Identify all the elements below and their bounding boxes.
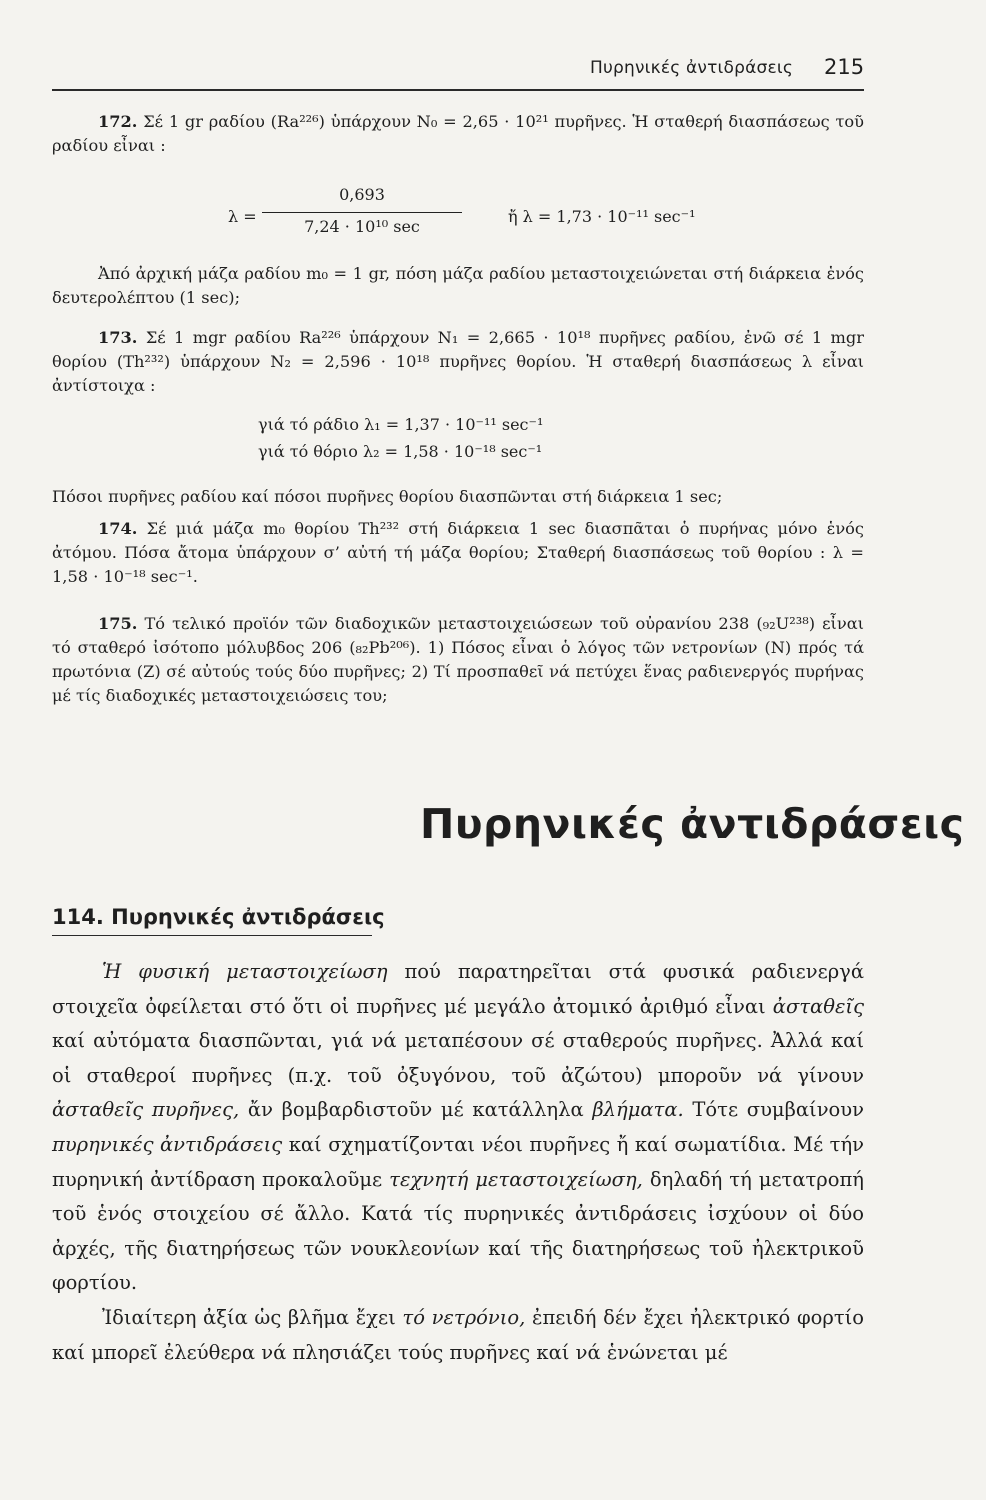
subsection-heading	[52, 905, 385, 929]
problem-175	[52, 612, 864, 708]
equation-denominator: 7,24 · 10¹⁰ sec	[304, 217, 420, 236]
problem-172	[52, 110, 864, 158]
problem-text: Σέ 1 gr ραδίου (Ra²²⁶) ὑπάρχουν N₀ = 2,65 · 10²¹ πυρῆνες. Ἡ σταθερή διασπάσεως τοῦ ραδίου εἶναι :	[52, 112, 864, 155]
text-run: δηλαδή τή μετατροπή τοῦ ἑνός στοιχείου σέ ἄλλο. Κατά τίς πυρηνικές ἀντιδράσεις ἰσχύουν οἱ δύο ἀρχές, τῆς διατηρήσεως τῶν νουκλεονίων καί τῆς διατηρήσεως τοῦ ἠλεκτρικοῦ φορτίου.	[52, 1167, 864, 1295]
text-run: Ἰδιαίτερη ἀξία ὡς βλῆμα ἔχει	[102, 1305, 403, 1329]
page-number: 215	[824, 55, 865, 79]
problem-173	[52, 326, 864, 398]
problem-number: 175.	[98, 614, 138, 633]
italic-term: τό νετρόνιο,	[402, 1305, 526, 1329]
problem-text: Τό τελικό προϊόν τῶν διαδοχικῶν μεταστοιχειώσεων τοῦ οὐρανίου 238 (₉₂U²³⁸) εἶναι τό σταθερό ἰσότοπο μόλυβδος 206 (₈₂Pb²⁰⁶). 1) Πόσος εἶναι ὁ λόγος τῶν νετρονίων (N) πρός τά πρωτόνια (Z) σέ αὐτούς τούς δύο πυρῆνες; 2) Τί προσπαθεῖ νά πετύχει ἕνας ραδιενεργός πυρήνας μέ τίς διαδοχικές μεταστοιχειώσεις του;	[52, 614, 864, 705]
problem-173-question	[52, 485, 864, 509]
problem-number: 174.	[98, 519, 138, 538]
italic-term: βλήματα.	[592, 1098, 684, 1122]
running-header-title: Πυρηνικές ἀντιδράσεις	[590, 58, 794, 78]
equation-alternative: ἤ λ = 1,73 · 10⁻¹¹ sec⁻¹	[508, 207, 696, 226]
problem-number: 172.	[98, 112, 138, 131]
text-run: καί αὐτόματα διασπῶνται, γιά νά μεταπέσουν σέ σταθερούς πυρῆνες. Ἀλλά καί οἱ σταθεροί πυρῆνες (π.χ. τοῦ ὀξυγόνου, τοῦ ἀζώτου) μποροῦν νά γίνουν	[52, 1029, 864, 1087]
equation-thorium-lambda: γιά τό θόριο λ₂ = 1,58 · 10⁻¹⁸ sec⁻¹	[258, 442, 543, 461]
equation-numerator: 0,693	[339, 185, 385, 204]
body-paragraph-1	[52, 955, 864, 1301]
italic-term: ἀσταθεῖς	[772, 994, 864, 1018]
subsection-title: Πυρηνικές ἀντιδράσεις	[103, 905, 385, 929]
italic-term: πυρηνικές ἀντιδράσεις	[52, 1132, 283, 1156]
fraction-bar	[262, 212, 462, 213]
problem-question: Πόσοι πυρῆνες ραδίου καί πόσοι πυρῆνες θορίου διασπῶνται στή διάρκεια 1 sec;	[52, 487, 723, 506]
problem-172-question	[52, 262, 864, 310]
equation-radium-lambda: γιά τό ράδιο λ₁ = 1,37 · 10⁻¹¹ sec⁻¹	[258, 415, 544, 434]
problem-text: Σέ 1 mgr ραδίου Ra²²⁶ ὑπάρχουν N₁ = 2,665 · 10¹⁸ πυρῆνες ραδίου, ἐνῶ σέ 1 mgr θορίου (Th²³²) ὑπάρχουν N₂ = 2,596 · 10¹⁸ πυρῆνες θορίου. Ἡ σταθερή διασπάσεως λ εἶναι ἀντίστοιχα :	[52, 328, 864, 395]
problem-number: 173.	[98, 328, 138, 347]
italic-term: τεχνητή μεταστοιχείωση,	[389, 1167, 643, 1191]
italic-term: ἀσταθεῖς πυρῆνες,	[52, 1098, 240, 1122]
text-run: Τότε συμβαίνουν	[683, 1098, 864, 1122]
text-run: ἄν βομβαρδιστοῦν μέ κατάλληλα	[239, 1098, 593, 1122]
body-paragraph-2	[52, 1301, 864, 1370]
problem-text: Σέ μιά μάζα m₀ θορίου Th²³² στή διάρκεια 1 sec διασπᾶται ὁ πυρήνας μόνο ἑνός ἀτόμου. Πόσα ἄτομα ὑπάρχουν σ’ αὐτή τή μάζα θορίου; Σταθερή διασπάσεως τοῦ θορίου : λ = 1,58 · 10⁻¹⁸ sec⁻¹.	[52, 519, 864, 586]
header-rule	[52, 89, 864, 91]
text-run: πού παρατηρεῖται στά φυσικά ραδιενεργά στοιχεῖα ὀφείλεται στό ὅτι οἱ πυρῆνες μέ μεγάλο ἀτομικό ἀριθμό εἶναι	[52, 960, 864, 1018]
text-run: καί σχηματίζονται νέοι πυρῆνες ἤ καί σωματίδια. Μέ τήν πυρηνική ἀντίδραση προκαλοῦμε	[52, 1132, 865, 1191]
problem-question: Ἀπό ἀρχική μάζα ραδίου m₀ = 1 gr, πόση μάζα ραδίου μεταστοιχειώνεται στή διάρκεια ἑνός δευτερολέπτου (1 sec);	[52, 264, 864, 307]
section-title: Πυρηνικές ἀντιδράσεις	[420, 800, 965, 848]
subsection-number: 114.	[52, 905, 104, 929]
italic-term: Ἡ φυσική μεταστοιχείωση	[102, 960, 388, 983]
text-run: ἐπειδή δέν ἔχει ἠλεκτρικό φορτίο καί μπορεῖ ἐλεύθερα νά πλησιάζει τούς πυρῆνες καί νά ἑνώνεται μέ	[52, 1305, 864, 1364]
subsection-rule	[52, 935, 372, 936]
body-text	[52, 955, 864, 1370]
problem-174	[52, 517, 864, 589]
equation-lambda-lhs: λ =	[228, 207, 257, 226]
